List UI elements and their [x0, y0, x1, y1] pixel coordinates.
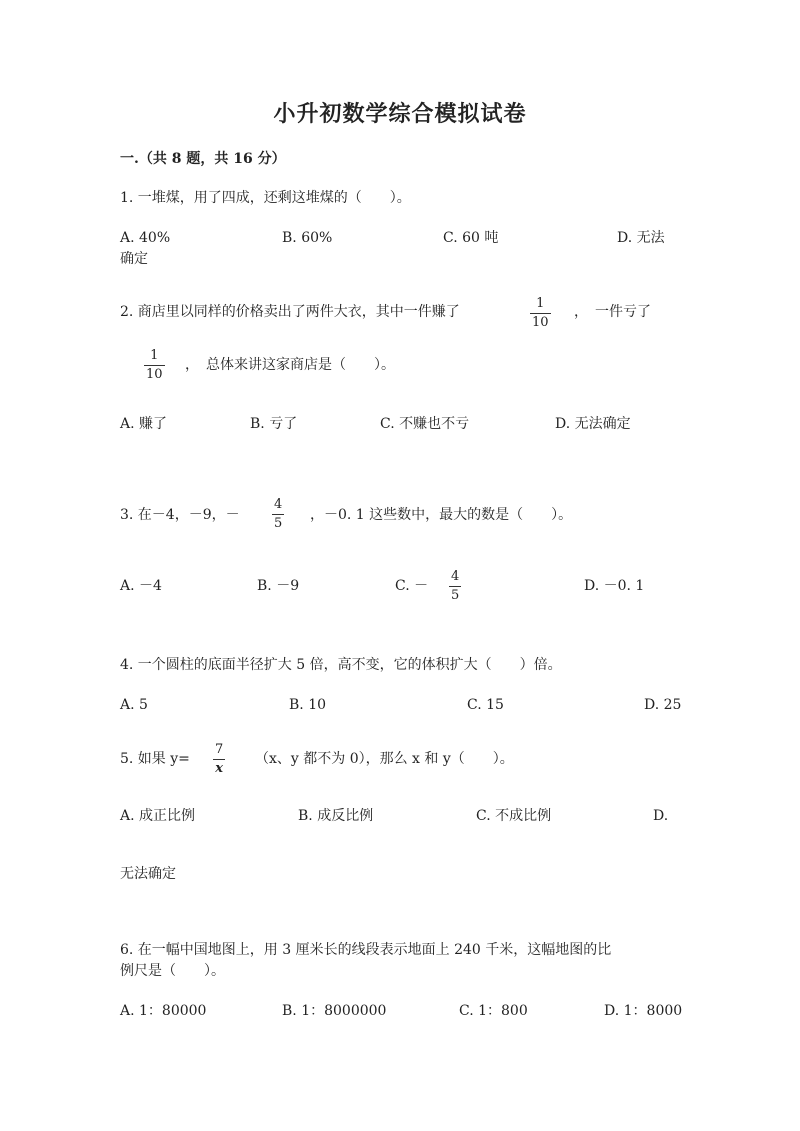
q2-fraction-1	[530, 297, 551, 330]
q6-option-c: C. 1：800	[459, 1003, 528, 1019]
q2-fraction-2	[144, 349, 165, 382]
q6-option-b: B. 1：8000000	[282, 1003, 387, 1019]
q4-option-c: C. 15	[467, 697, 504, 713]
fraction-numerator: 1	[536, 296, 545, 311]
q1-option-d: D. 无法	[617, 230, 665, 246]
fraction-bar	[530, 313, 551, 314]
question-2-stem-part3: ， 总体来讲这家商店是（ ）。	[185, 357, 395, 373]
q1-option-c: C. 60 吨	[443, 230, 499, 246]
q6-option-a: A. 1：80000	[120, 1003, 207, 1019]
q5-option-d-continued: 无法确定	[120, 866, 176, 882]
q1-option-a: A. 40%	[120, 230, 171, 246]
q5-option-c: C. 不成比例	[476, 808, 552, 824]
q1-option-b: B. 60%	[282, 230, 333, 246]
q4-option-b: B. 10	[289, 697, 327, 713]
q3-option-c: C. －	[395, 578, 429, 594]
fraction-numerator: 7	[215, 742, 224, 757]
fraction-denominator: 5	[274, 516, 283, 531]
question-1-stem: 1. 一堆煤，用了四成，还剩这堆煤的（ ）。	[120, 190, 411, 206]
q3-option-a: A. －4	[120, 578, 162, 594]
question-5-stem-part1: 5. 如果 y=	[120, 751, 190, 767]
section-heading: 一.（共 8 题，共 16 分）	[120, 151, 286, 167]
q3-option-b: B. －9	[257, 578, 300, 594]
q5-fraction	[213, 743, 225, 776]
q1-option-d-continued: 确定	[120, 251, 148, 267]
fraction-denominator: 10	[146, 367, 163, 382]
fraction-denominator: 10	[532, 315, 549, 330]
fraction-numerator: 4	[451, 569, 460, 584]
question-2-stem-part1: 2. 商店里以同样的价格卖出了两件大衣，其中一件赚了	[120, 304, 460, 320]
question-2-stem-part2: ， 一件亏了	[574, 304, 651, 320]
page-title: 小升初数学综合模拟试卷	[273, 101, 527, 127]
q3-fraction	[272, 498, 284, 531]
q2-option-d: D. 无法确定	[555, 416, 631, 432]
q5-option-b: B. 成反比例	[298, 808, 374, 824]
question-5-stem-part2: （x、y 都不为 0），那么 x 和 y（ ）。	[255, 751, 514, 767]
fraction-bar	[213, 759, 225, 760]
q5-option-a: A. 成正比例	[120, 808, 196, 824]
fraction-bar	[449, 586, 461, 587]
fraction-bar	[144, 365, 165, 366]
question-3-stem-part1: 3. 在－4，－9，－	[120, 507, 240, 523]
q2-option-c: C. 不赚也不亏	[380, 416, 470, 432]
q4-option-a: A. 5	[120, 697, 148, 713]
question-3-stem-part2: ，－0. 1 这些数中，最大的数是（ ）。	[310, 507, 573, 523]
fraction-denominator: 5	[451, 588, 460, 603]
q2-option-a: A. 赚了	[120, 416, 168, 432]
q3-option-c-fraction	[449, 570, 461, 603]
q2-option-b: B. 亏了	[250, 416, 298, 432]
question-6-stem-line1: 6. 在一幅中国地图上，用 3 厘米长的线段表示地面上 240 千米，这幅地图的比	[120, 942, 612, 958]
fraction-numerator: 1	[150, 348, 159, 363]
fraction-bar	[272, 514, 284, 515]
q4-option-d: D. 25	[644, 697, 682, 713]
fraction-numerator: 4	[274, 497, 283, 512]
q3-option-d: D. －0. 1	[584, 578, 645, 594]
fraction-denominator: x	[215, 761, 224, 776]
q6-option-d: D. 1：8000	[604, 1003, 683, 1019]
question-4-stem: 4. 一个圆柱的底面半径扩大 5 倍，高不变，它的体积扩大（ ）倍。	[120, 657, 562, 673]
question-6-stem-line2: 例尺是（ ）。	[120, 963, 225, 979]
q5-option-d: D.	[653, 808, 669, 824]
